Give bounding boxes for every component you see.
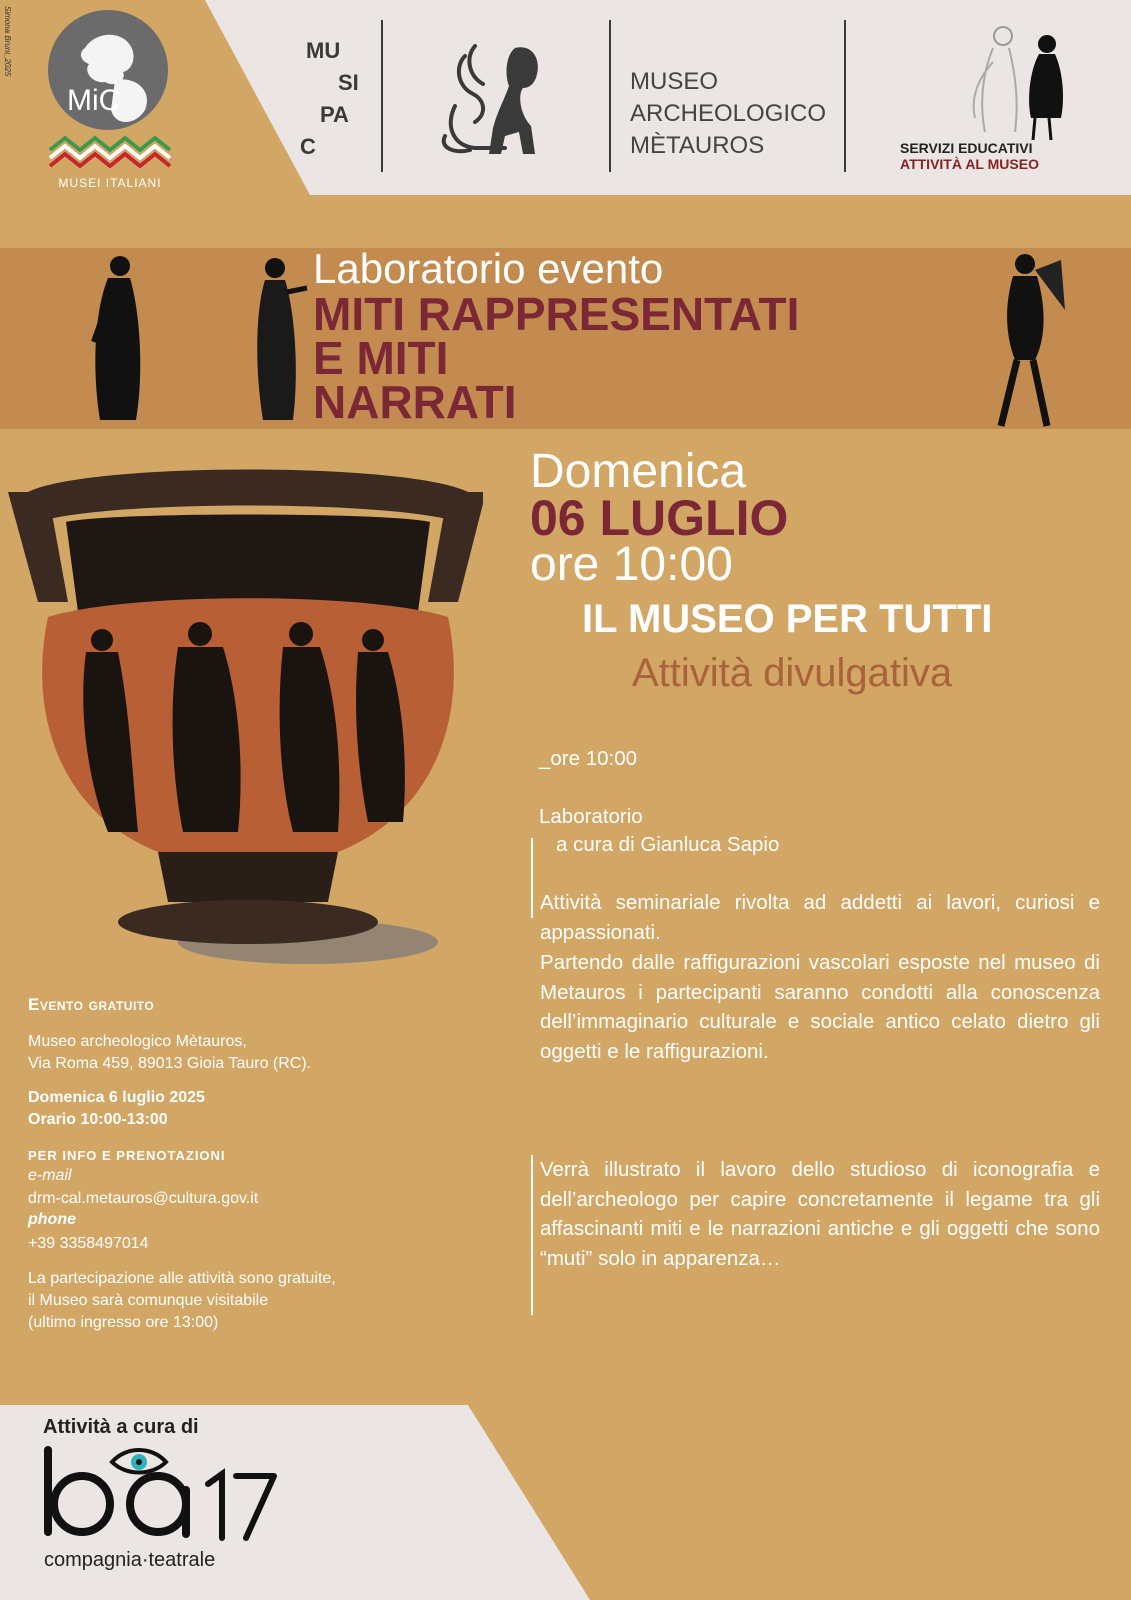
ba17-logo [40, 1440, 280, 1545]
participation-note: La partecipazione alle attività sono gratuite, [28, 1270, 336, 1287]
participation-note: il Museo sarà comunque visitabile [28, 1292, 269, 1309]
greek-figure-illustration [985, 250, 1075, 430]
musipac-line-3: PA [320, 102, 349, 127]
ba17-logo-text: ba17 [40, 1440, 43, 1441]
header-divider [844, 20, 846, 172]
phone-link[interactable]: +39 3358497014 [28, 1235, 149, 1252]
musipac-line-2: SI [338, 70, 359, 95]
program-title: IL MUSEO PER TUTTI [582, 597, 993, 641]
program-subtitle: Attività divulgativa [632, 651, 953, 695]
email-link[interactable]: drm-cal.metauros@cultura.gov.it [28, 1190, 259, 1207]
header-divider [381, 20, 383, 172]
visitors-illustration [965, 22, 1075, 142]
description-paragraph: Partendo dalle raffigurazioni vascolari esposte nel museo di Metauros i partecipanti saranno condotti alla conoscenza dell’immaginario culturale e sociale antico celato dietro gli oggetti e le raffigurazioni. [540, 951, 1100, 1063]
title-line: E MITI [313, 332, 449, 384]
greek-figure-illustration [78, 252, 158, 428]
header-divider [609, 20, 611, 172]
free-event-label: Evento gratuito [28, 995, 155, 1014]
schedule-time: _ore 10:00 [539, 747, 638, 770]
description-paragraph: Verrà illustrato il lavoro dello studioso di iconografia e dell’archeologo per capire concretamente il legame tra gli affascinanti miti e le narrazioni antiche e gli oggetti che sono “muti” solo in apparenza… [540, 1158, 1100, 1270]
lab-label: Laboratorio [539, 805, 643, 828]
musei-italiani-label: MUSEI ITALIANI [58, 176, 162, 190]
musipac-line-1: MU [306, 38, 341, 63]
address-line: Via Roma 459, 89013 Gioia Tauro (RC). [28, 1055, 312, 1072]
text-rule [531, 838, 533, 918]
booking-heading: PER INFO E PRENOTAZIONI [28, 1148, 226, 1163]
event-hours: Orario 10:00-13:00 [28, 1111, 168, 1128]
participation-note: (ultimo ingresso ore 13:00) [28, 1314, 219, 1331]
email-label: e-mail [28, 1167, 72, 1184]
photo-credit: Simona Bruni_2025 [3, 6, 12, 77]
event-time: ore 10:00 [530, 538, 733, 591]
description-paragraph: Attività seminariale rivolta ad addetti ai lavori, curiosi e appassionati. [540, 891, 1100, 944]
event-day: Domenica [530, 445, 747, 498]
event-full-date: Domenica 6 luglio 2025 [28, 1089, 205, 1106]
edu-services-label: SERVIZI EDUCATIVI [900, 140, 1033, 156]
phone-label: phone [28, 1211, 76, 1228]
lab-curator: a cura di Gianluca Sapio [556, 833, 780, 856]
ba17-subtitle: compagnia·teatrale [44, 1549, 216, 1571]
title-kicker: Laboratorio evento [313, 245, 664, 292]
mic-logo-text: MiC [67, 84, 121, 117]
event-date: 06 LUGLIO [530, 490, 789, 546]
museum-name-line: MUSEO [630, 68, 719, 95]
museum-name [630, 66, 826, 162]
edu-activities-label: ATTIVITÀ AL MUSEO [900, 156, 1039, 172]
address-line: Museo archeologico Mètauros, [28, 1033, 247, 1050]
curated-by-label: Attività a cura di [43, 1416, 199, 1438]
krater-vase-illustration [8, 452, 483, 992]
museum-name-line: ARCHEOLOGICO [630, 100, 827, 127]
sphinx-icon [435, 36, 555, 158]
title-line: MITI RAPPRESENTATI [313, 288, 800, 340]
title-line: NARRATI [313, 376, 517, 428]
greek-figure-illustration [243, 252, 313, 428]
musipac-line-4: C [300, 134, 316, 159]
museum-name-line: MÈTAUROS [630, 132, 765, 159]
text-rule [531, 1155, 533, 1315]
mic-logo [45, 10, 175, 185]
